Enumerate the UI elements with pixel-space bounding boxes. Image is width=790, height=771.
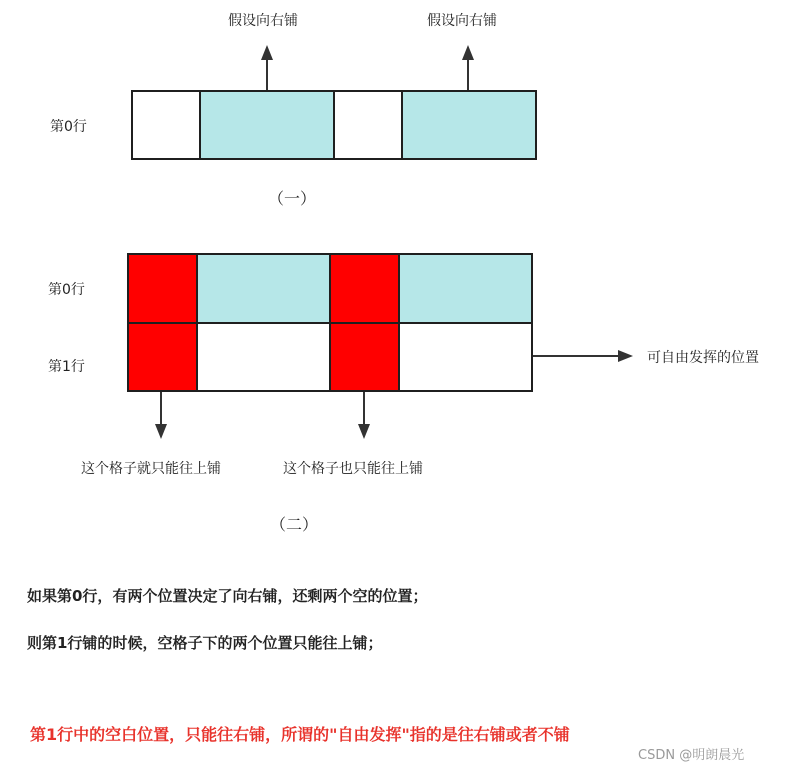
caption-2: （二） (270, 515, 319, 534)
arrow-label-left: 假设向右铺 (228, 13, 298, 29)
down-label-left: 这个格子就只能往上铺 (81, 461, 221, 477)
note-line-1: 如果第0行，有两个位置决定了向右铺，还剩两个空的位置； (27, 587, 428, 605)
row1-label-d2: 第1行 (48, 359, 85, 375)
row0-label-d2: 第0行 (48, 282, 85, 298)
up-arrow-right (462, 45, 474, 90)
note-line-2: 则第1行铺的时候，空格子下的两个位置只能往上铺； (27, 634, 383, 652)
row0-label-d1: 第0行 (50, 119, 87, 135)
free-position-label: 可自由发挥的位置 (647, 350, 759, 366)
caption-1: （一） (268, 189, 317, 208)
arrow-label-right: 假设向右铺 (427, 13, 497, 29)
down-arrow-left (155, 392, 167, 439)
highlight-note: 第1行中的空白位置，只能往右铺，所谓的"自由发挥"指的是往右铺或者不铺 (30, 725, 570, 744)
down-label-right: 这个格子也只能往上铺 (283, 461, 423, 477)
up-arrow-left (261, 45, 273, 90)
down-arrow-right (358, 392, 370, 439)
watermark: CSDN @明朗晨光 (638, 748, 745, 763)
right-arrow (533, 350, 633, 362)
